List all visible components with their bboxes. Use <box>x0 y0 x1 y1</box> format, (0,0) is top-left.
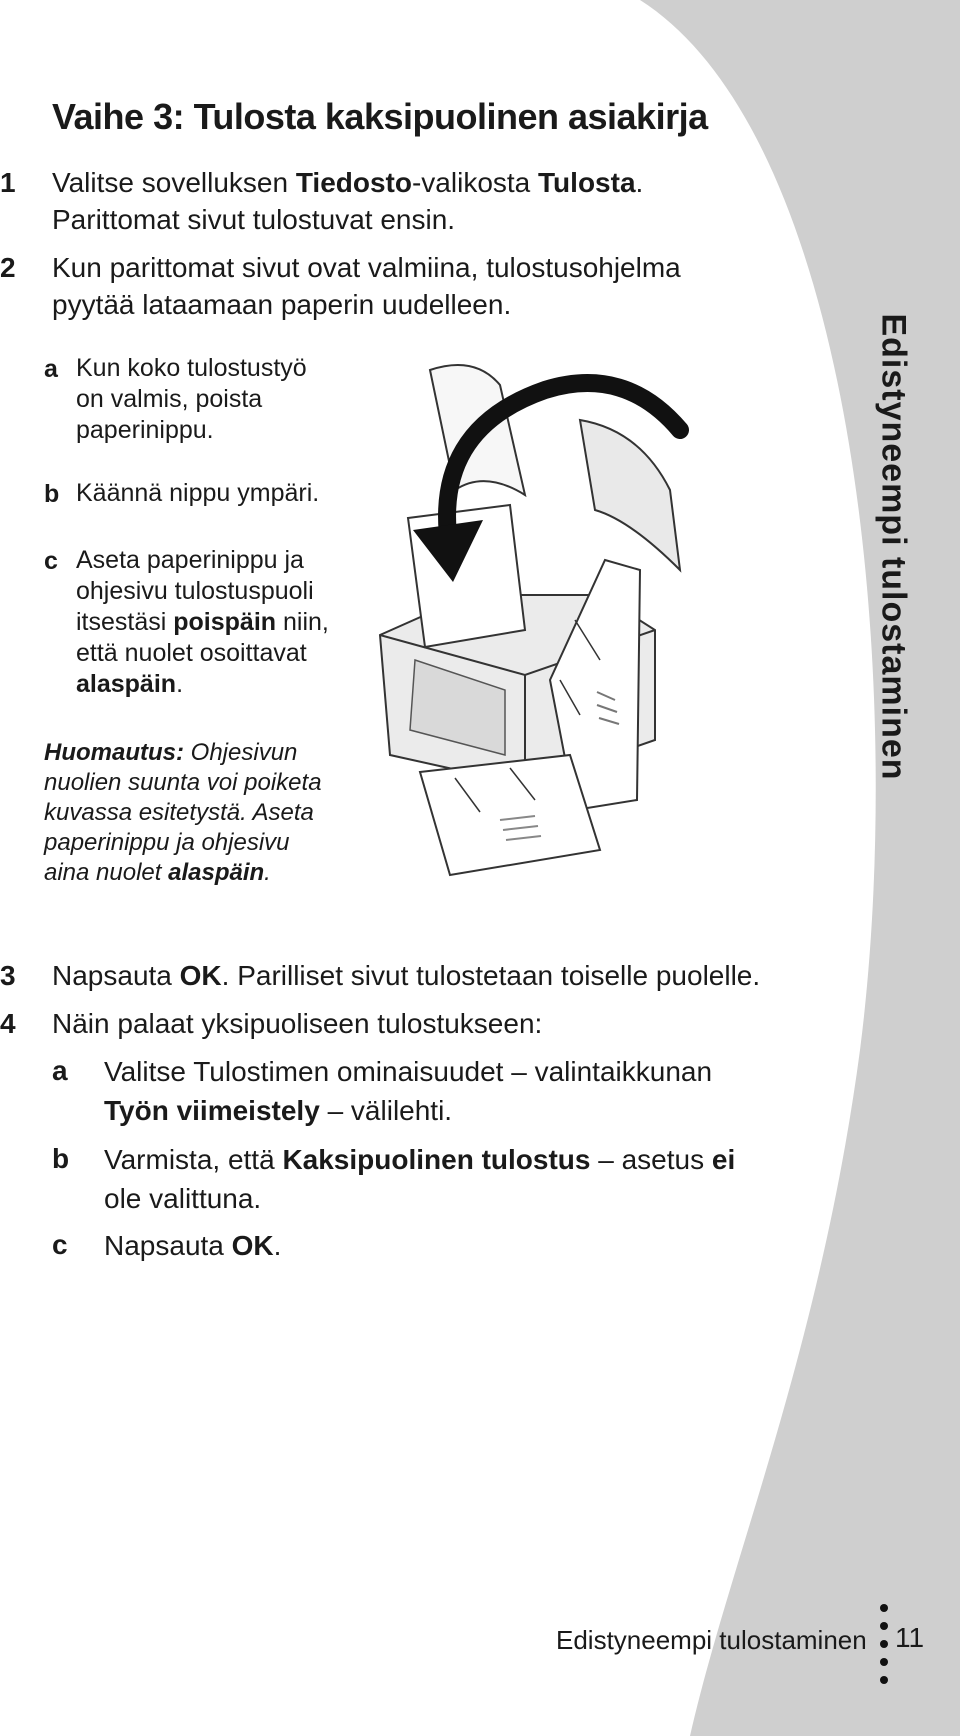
step-number-4: 4 <box>0 1008 16 1039</box>
substep-label-2a: a <box>44 355 58 383</box>
substep-4a-line-2: Työn viimeistely – välilehti. <box>104 1095 453 1126</box>
page-number: 11 <box>895 1622 925 1653</box>
side-tab <box>874 262 913 832</box>
substep-2c-line-1: Aseta paperinippu ja <box>76 546 304 574</box>
substep-4b-line-1: Varmista, että Kaksipuolinen tulostus – asetus ei <box>104 1144 736 1175</box>
substep-label-2b: b <box>44 480 60 508</box>
step-number-3: 3 <box>0 960 16 991</box>
substep-2a-line-1: Kun koko tulostustyö <box>76 354 307 382</box>
note-line-2: nuolien suunta voi poiketa <box>44 769 322 796</box>
note-line-4: paperinippu ja ohjesivu <box>44 829 290 856</box>
printer-illustration <box>375 360 735 900</box>
step-number-1: 1 <box>0 167 16 198</box>
footer-section-title: Edistyneempi tulostaminen <box>556 1625 867 1655</box>
note-line-5: aina nuolet alaspäin. <box>44 859 271 886</box>
substep-label-4b: b <box>52 1143 70 1174</box>
step-2-line-2: pyytää lataamaan paperin uudelleen. <box>52 289 512 320</box>
substep-4b-line-2: ole valittuna. <box>104 1183 262 1214</box>
side-tab-label: Edistyneempi tulostaminen <box>874 313 913 781</box>
step-number-2: 2 <box>0 252 16 283</box>
step-4-line-1: Näin palaat yksipuoliseen tulostukseen: <box>52 1008 543 1039</box>
substep-label-4c: c <box>52 1229 68 1260</box>
note-label: Huomautus: <box>44 739 184 766</box>
substep-label-4a: a <box>52 1055 68 1086</box>
substep-label-2c: c <box>44 547 58 575</box>
substep-2c-line-5: alaspäin. <box>76 670 184 698</box>
note-line-3: kuvassa esitetystä. Aseta <box>44 799 314 826</box>
page-title: Vaihe 3: Tulosta kaksipuolinen asiakirja <box>52 96 708 137</box>
substep-2a-line-3: paperinippu. <box>76 416 214 444</box>
note-line-1: Huomautus: Ohjesivun <box>44 739 298 766</box>
step-3-line: Napsauta OK. Parilliset sivut tulostetaan toiselle puolelle. <box>52 960 761 991</box>
substep-2c-line-2: ohjesivu tulostuspuoli <box>76 577 314 605</box>
substep-2c-line-3: itsestäsi poispäin niin, <box>76 608 329 636</box>
step-2-line-1: Kun parittomat sivut ovat valmiina, tulostusohjelma <box>52 252 681 283</box>
footer-dots-icon <box>880 1604 888 1694</box>
substep-2b-line-1: Käännä nippu ympäri. <box>76 479 320 507</box>
step-1-line-1: Valitse sovelluksen Tiedosto-valikosta Tulosta. <box>52 167 644 198</box>
step-1-line-2: Parittomat sivut tulostuvat ensin. <box>52 204 456 235</box>
substep-4a-line-1: Valitse Tulostimen ominaisuudet – valintaikkunan <box>104 1056 713 1087</box>
substep-4c-line: Napsauta OK. <box>104 1230 282 1261</box>
substep-2c-line-4: että nuolet osoittavat <box>76 639 307 667</box>
substep-2a-line-2: on valmis, poista <box>76 385 263 413</box>
